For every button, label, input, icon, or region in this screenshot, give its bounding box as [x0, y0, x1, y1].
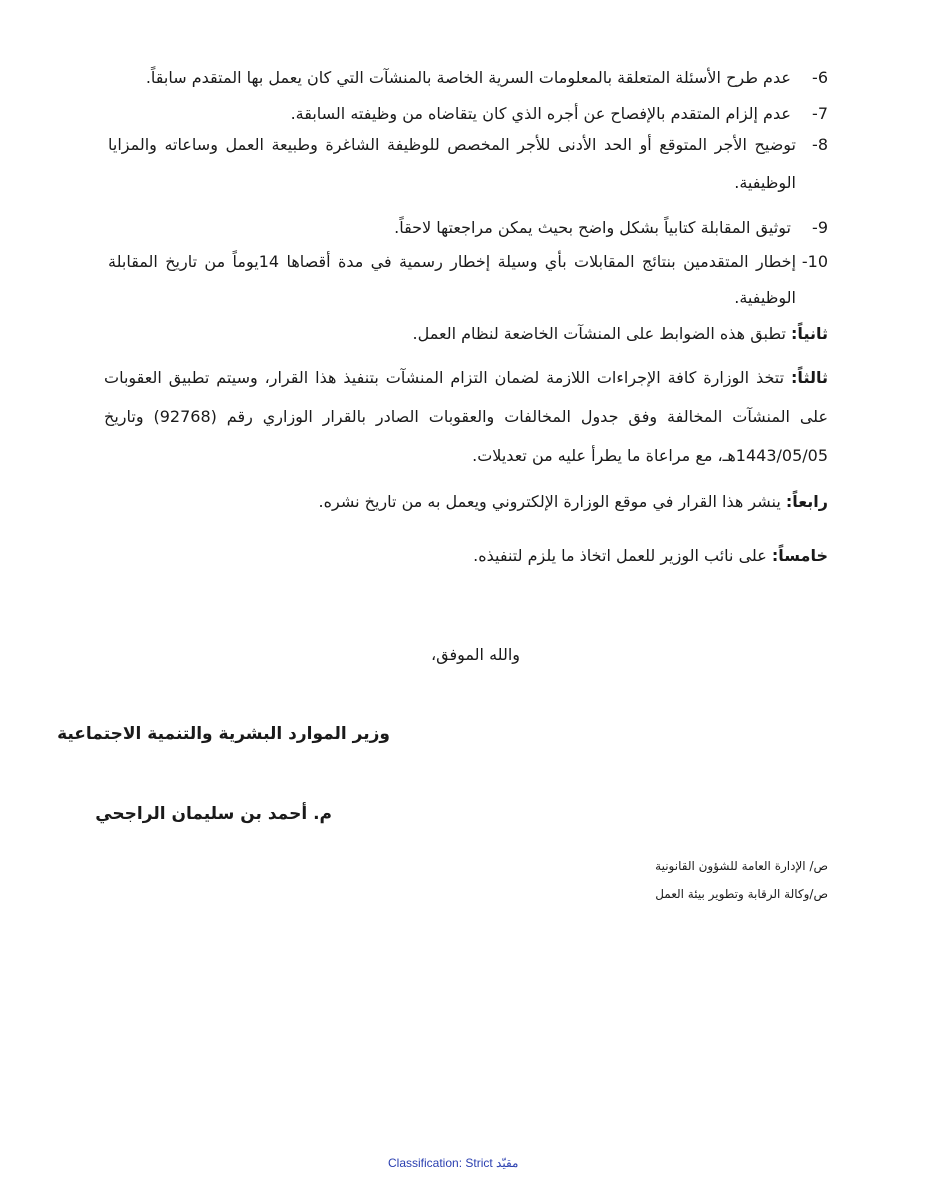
item-text: توثيق المقابلة كتابياً بشكل واضح بحيث يمكن مراجعتها لاحقاً. — [394, 218, 791, 237]
cc-legal-affairs: ص/ الإدارة العامة للشؤون القانونية — [655, 859, 828, 873]
item-number: 8- — [812, 135, 828, 154]
list-item-9 — [108, 208, 828, 248]
classification-footer: Classification: Strict مقيّد — [388, 1156, 519, 1170]
item-number: 9- — [812, 218, 828, 237]
clause-second — [104, 314, 828, 353]
clause-label: رابعاً: — [785, 492, 828, 511]
clause-label: خامساً: — [771, 546, 828, 565]
signatory-title: وزير الموارد البشرية والتنمية الاجتماعية — [57, 724, 390, 744]
clause-text: تطبق هذه الضوابط على المنشآت الخاضعة لنظام العمل. — [412, 324, 792, 343]
item-number: 6- — [812, 68, 828, 87]
item-text: توضيح الأجر المتوقع أو الحد الأدنى للأجر المخصص للوظيفة الشاغرة وطبيعة العمل وساعاته والمزايا الوظيفية. — [108, 135, 796, 192]
clause-text: تتخذ الوزارة كافة الإجراءات اللازمة لضمان التزام المنشآت بتنفيذ هذا القرار، وسيتم تطبيق العقوبات على المنشآت المخالفة وفق جدول المخالفات والعقوبات الصادر بالقرار الوزاري رقم (92768) وتاريخ 1443/05/05هـ، مع مراعاة ما يطرأ عليه من تعديلات. — [104, 368, 828, 465]
item-text: عدم طرح الأسئلة المتعلقة بالمعلومات السرية الخاصة بالمنشآت التي كان يعمل بها المتقدم سابقاً. — [145, 68, 791, 87]
item-text: إخطار المتقدمين بنتائج المقابلات بأي وسيلة إخطار رسمية في مدة أقصاها 14يوماً من تاريخ المقابلة الوظيفية. — [108, 252, 797, 307]
item-number: 10- — [801, 252, 828, 271]
item-text: عدم إلزام المتقدم بالإفصاح عن أجره الذي كان يتقاضاه من وظيفته السابقة. — [290, 104, 791, 123]
cc-inspection-agency: ص/وكالة الرقابة وتطوير بيئة العمل — [655, 887, 828, 901]
clause-text: على نائب الوزير للعمل اتخاذ ما يلزم لتنفيذه. — [473, 546, 772, 565]
clause-third — [104, 358, 828, 475]
clause-text: ينشر هذا القرار في موقع الوزارة الإلكتروني ويعمل به من تاريخ نشره. — [318, 492, 786, 511]
clause-fourth — [104, 482, 828, 521]
clause-label: ثالثاً: — [791, 368, 828, 387]
list-item-6 — [108, 58, 828, 98]
clause-fifth — [104, 536, 828, 575]
clause-label: ثانياً: — [791, 324, 828, 343]
list-item-10 — [108, 244, 828, 316]
list-item-8 — [108, 126, 828, 202]
item-number: 7- — [812, 104, 828, 123]
closing-phrase: والله الموفق، — [431, 645, 520, 664]
signatory-name: م. أحمد بن سليمان الراجحي — [95, 804, 332, 824]
